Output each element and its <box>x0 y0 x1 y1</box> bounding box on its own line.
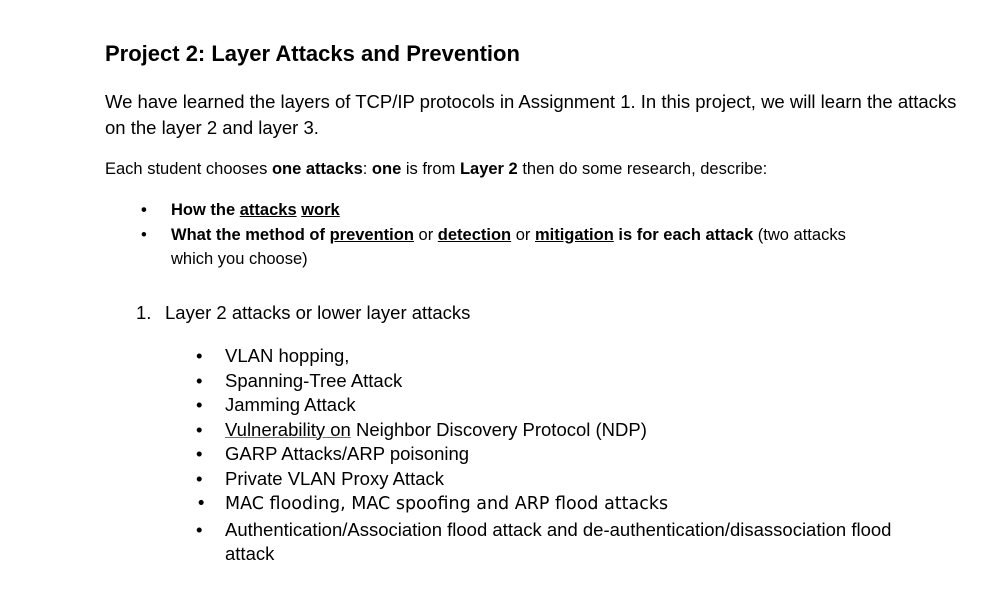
list-item <box>105 223 865 272</box>
list-item: • Spanning-Tree Attack <box>105 369 905 394</box>
list-item-text: detection <box>437 225 512 244</box>
task-text: then do some research, describe: <box>517 160 768 178</box>
list-item: • Authentication/Association flood attack and de-authentication/disassociation flood attack <box>105 518 905 566</box>
section-number: 1. <box>136 302 152 323</box>
task-text: Each student chooses <box>105 160 272 178</box>
list-item-text: or <box>511 225 535 244</box>
intro-paragraph: We have learned the layers of TCP/IP protocols in Assignment 1. In this project, we will learn the attacks on the layer 2 and layer 3. <box>105 91 957 138</box>
list-item <box>105 198 865 223</box>
task-paragraph <box>105 157 767 181</box>
list-item <box>105 418 905 443</box>
list-item-text: is for each attack <box>613 225 754 244</box>
task-bold-layer2: Layer 2 <box>459 160 518 178</box>
list-item: • Jamming Attack <box>105 393 905 418</box>
page-title: Project 2: Layer Attacks and Prevention <box>105 41 520 66</box>
spellcheck-underlined-text: Vulnerability on <box>225 418 351 440</box>
list-item-text: attacks <box>239 201 297 219</box>
list-item-text: or <box>413 225 438 244</box>
list-item: • GARP Attacks/ARP poisoning <box>105 442 905 467</box>
attacks-list <box>105 344 905 566</box>
task-text: : <box>362 160 372 178</box>
list-item-text: work <box>301 201 340 219</box>
list-item-text: (two attacks which you choose) <box>171 225 846 268</box>
task-bold-one-attacks: one attacks <box>271 160 363 178</box>
list-item: • MAC flooding, MAC spoofing and ARP flood attacks <box>105 491 905 517</box>
list-item: • VLAN hopping, <box>105 344 905 369</box>
list-item-text: How the <box>171 201 240 219</box>
list-item-text: mitigation <box>534 225 614 244</box>
list-item: • Private VLAN Proxy Attack <box>105 467 905 492</box>
list-item-text: prevention <box>329 225 414 244</box>
section-title: Layer 2 attacks or lower layer attacks <box>165 302 471 323</box>
task-bold-one: one <box>371 160 402 178</box>
task-text: is from <box>401 160 460 178</box>
section-heading <box>136 300 470 326</box>
describe-list <box>105 198 865 272</box>
list-item-text: What the method of <box>171 225 330 244</box>
list-item-text: Neighbor Discovery Protocol (NDP) <box>350 418 647 440</box>
